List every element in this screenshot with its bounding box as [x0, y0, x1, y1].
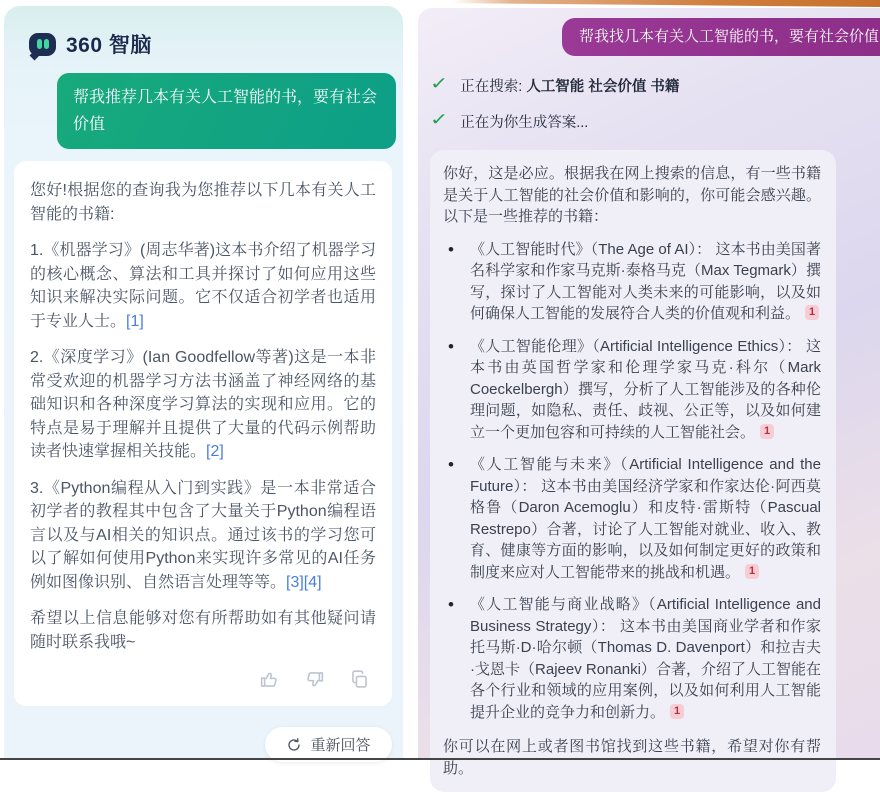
thumbs-down-button[interactable]: [304, 669, 325, 690]
right-panel-bing: [418, 8, 880, 777]
book-description: 《人工智能与未来》（Artificial Intelligence and the Future）： 这本书由美国经济学家和作家达伦·阿西莫格鲁（Daron Acemoglu）和皮特·雷斯特（Pascual Restrepo）合著，讨论了人工智能对就业、收入、教育、健康等方面的影响，以及如何制定更好的政策和制度来应对人工智能带来的挑战和机遇。: [470, 456, 821, 581]
book-bullet-4: [443, 594, 821, 723]
book-item-text: 3.《Python编程从入门到实践》是一本非常适合初学者的教程其中包含了大量关于Python编程语言以及与AI相关的知识点。通过该书的学习您可以了解如何使用Python来实现许多常见的AI任务例如图像识别、自然语言处理等等。: [30, 479, 376, 591]
check-icon: ✓: [429, 110, 449, 129]
left-panel-360-zhinao: [4, 6, 403, 760]
refresh-icon: [286, 737, 302, 753]
copy-button[interactable]: [349, 669, 370, 690]
regenerate-button[interactable]: [265, 727, 392, 762]
book-description: 《人工智能伦理》（Artificial Intelligence Ethics）： 这本书由英国哲学家和伦理学家马克·科尔（Mark Coeckelbergh）撰写，分析了人工智能涉及的各种伦理问题，如隐私、责任、歧视、公正等，以及如何建立一个更加包容和可持续的人工智能社会。: [470, 337, 821, 441]
copy-icon: [349, 669, 370, 690]
regenerate-label: 重新回答: [310, 737, 371, 754]
user-message-bubble-left: 帮我推荐几本有关人工智能的书，要有社会价值: [57, 73, 396, 149]
book-text: [470, 239, 821, 325]
book-description: 《人工智能与商业战略》（Artificial Intelligence and Business Strategy）： 这本书由美国商业学者和作家托马斯·D·哈尔顿（Thomas D. Davenport）和拉吉夫·戈恩卡（Rajeev Ronanki）合著，介绍了人工智能在各个行业和领域的应用案例，以及如何利用人工智能提升企业的竞争力和创新力。: [470, 596, 821, 721]
status-text: [460, 75, 679, 96]
book-description: 《人工智能时代》（The Age of AI）： 这本书由美国著名科学家和作家马克斯·泰格马克（Max Tegmark）撰写，探讨了人工智能对人类未来的可能影响，以及如何确保人工智能的发展符合人类的价值观和利益。: [470, 240, 821, 322]
user-message-bubble-right: 帮我找几本有关人工智能的书，要有社会价值: [562, 18, 880, 56]
feedback-actions: [30, 667, 376, 700]
status-label: 正在为你生成答案...: [460, 115, 589, 131]
citation-badge[interactable]: 1: [760, 424, 774, 439]
response-closing: 希望以上信息能够对您有所帮助如有其他疑问请随时联系我哦~: [30, 610, 376, 651]
assistant-response-card-right: [430, 150, 836, 792]
book-bullet-2: [443, 336, 821, 444]
citation-badge[interactable]: 1: [745, 564, 759, 579]
search-query: 人工智能 社会价值 书籍: [526, 79, 680, 95]
brand-header: [4, 6, 403, 59]
bullet-icon: •: [448, 595, 454, 614]
check-icon: ✓: [429, 74, 449, 93]
status-line-generating: [429, 110, 880, 132]
bullet-icon: •: [448, 336, 454, 356]
assistant-response-card-left: [14, 161, 392, 706]
thumbs-up-icon: [259, 669, 280, 690]
thumbs-up-button[interactable]: [259, 669, 280, 690]
response-greeting: 您好!根据您的查询我为您推荐以下几本有关人工智能的书籍:: [30, 182, 376, 223]
book-item-text: 2.《深度学习》(Ian Goodfellow等著)这是一本非常受欢迎的机器学习方法书涵盖了神经网络的基础知识和各种深度学习算法的实现和应用。它的特点是易于理解并且提供了大量的代码示例帮助读者快速掌握相关技能。: [30, 349, 376, 460]
brand-title: 360 智脑: [66, 34, 152, 57]
book-item-1: [30, 239, 376, 333]
decorative-orange-streak: [452, 0, 880, 7]
book-item-3: [30, 477, 376, 595]
360-zhinao-logo-icon: [29, 33, 56, 56]
citation-badge[interactable]: 1: [670, 704, 684, 719]
book-text: [470, 454, 821, 583]
status-label: 正在搜索:: [460, 79, 523, 95]
citation-badge[interactable]: 1: [805, 305, 819, 320]
book-text: [470, 336, 821, 444]
book-item-text: 1.《机器学习》(周志华著)这本书介绍了机器学习的核心概念、算法和工具并探讨了如何应用这些知识来解决实际问题。它不仅适合初学者也适用于专业人士。: [30, 242, 376, 330]
response-closing: 你可以在网上或者图书馆找到这些书籍，希望对你有帮助。: [443, 738, 821, 777]
response-intro: 你好，这是必应。根据我在网上搜索的信息，有一些书籍是关于人工智能的社会价值和影响的，你可能会感兴趣。以下是一些推荐的书籍：: [443, 165, 821, 225]
citation-link[interactable]: [1]: [126, 312, 144, 330]
citation-link[interactable]: [3][4]: [286, 573, 322, 591]
citation-link[interactable]: [2]: [206, 443, 224, 460]
bullet-icon: •: [448, 239, 454, 259]
book-text: [470, 594, 821, 723]
book-bullet-3: [443, 454, 821, 583]
book-item-2: [30, 346, 376, 464]
thumbs-down-icon: [304, 669, 325, 690]
book-bullet-1: [443, 239, 821, 325]
status-line-searching: [429, 74, 880, 96]
bullet-icon: •: [448, 455, 454, 474]
